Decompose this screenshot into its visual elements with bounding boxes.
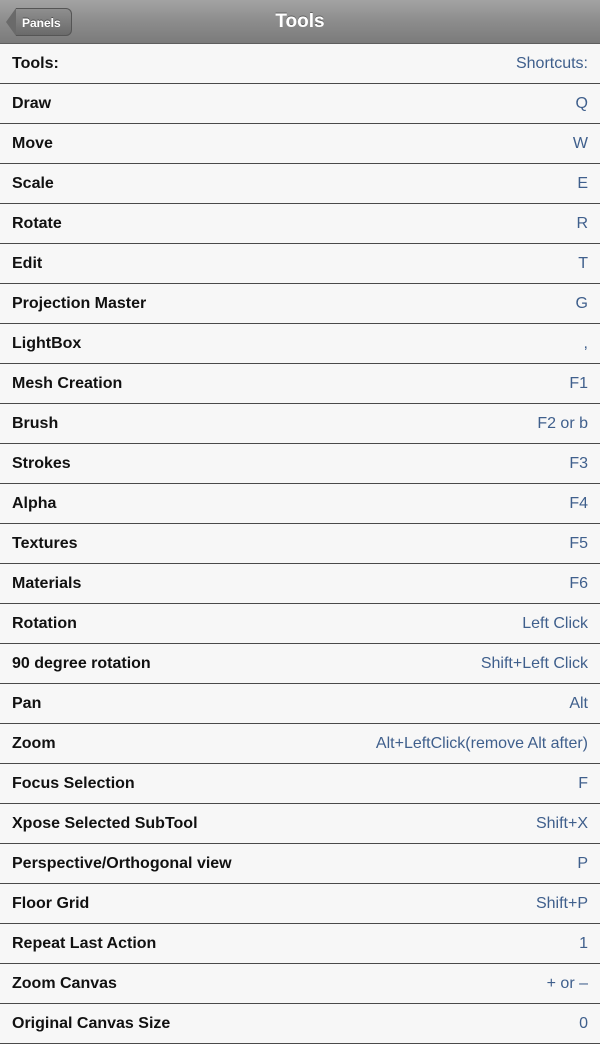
list-item[interactable] xyxy=(0,644,600,684)
tools-column-header: Tools: xyxy=(12,54,59,72)
tool-name: Mesh Creation xyxy=(12,374,123,392)
tool-name: LightBox xyxy=(12,334,82,352)
list-item[interactable] xyxy=(0,444,600,484)
tool-shortcut: Left Click xyxy=(522,614,588,632)
list-item[interactable] xyxy=(0,724,600,764)
tool-shortcut: R xyxy=(576,214,588,232)
tool-name: Focus Selection xyxy=(12,774,135,792)
tool-shortcut: F xyxy=(578,774,588,792)
list-item[interactable] xyxy=(0,124,600,164)
tool-shortcut: P xyxy=(577,854,588,872)
tool-name: Zoom Canvas xyxy=(12,974,117,992)
tool-name: Draw xyxy=(12,94,52,112)
tool-shortcut: F2 or b xyxy=(537,414,588,432)
tool-name: Original Canvas Size xyxy=(12,1014,171,1032)
list-item[interactable] xyxy=(0,564,600,604)
list-item[interactable] xyxy=(0,484,600,524)
shortcuts-column-header: Shortcuts: xyxy=(515,54,588,72)
tool-name: Strokes xyxy=(12,454,71,472)
list-item[interactable] xyxy=(0,404,600,444)
tool-name: Move xyxy=(12,134,53,152)
tool-name: Brush xyxy=(12,414,59,432)
list-item[interactable] xyxy=(0,844,600,884)
back-button-label: Panels xyxy=(16,8,72,36)
list-item[interactable] xyxy=(0,204,600,244)
tool-name: Perspective/Orthogonal view xyxy=(12,854,232,872)
list-item[interactable] xyxy=(0,684,600,724)
tool-shortcut: F4 xyxy=(569,494,588,512)
list-item[interactable] xyxy=(0,364,600,404)
tool-name: Projection Master xyxy=(12,294,147,312)
list-item[interactable] xyxy=(0,964,600,1004)
list-item[interactable] xyxy=(0,84,600,124)
tool-shortcut: + or – xyxy=(546,974,588,992)
tool-shortcut: T xyxy=(578,254,588,272)
list-item[interactable] xyxy=(0,804,600,844)
tool-shortcut: F6 xyxy=(569,574,588,592)
tool-shortcut: F3 xyxy=(569,454,588,472)
shortcut-list xyxy=(0,44,600,1044)
list-item[interactable] xyxy=(0,1004,600,1044)
list-item[interactable] xyxy=(0,884,600,924)
tool-name: Materials xyxy=(12,574,82,592)
list-item[interactable] xyxy=(0,164,600,204)
tool-shortcut: G xyxy=(575,294,588,312)
tool-shortcut: Alt+LeftClick(remove Alt after) xyxy=(375,734,588,752)
list-item[interactable] xyxy=(0,604,600,644)
list-header-row xyxy=(0,44,600,84)
tool-shortcut: Alt xyxy=(569,694,588,712)
tool-name: Zoom xyxy=(12,734,56,752)
tool-shortcut: 1 xyxy=(579,934,588,952)
tool-shortcut: Shift+P xyxy=(535,894,588,912)
tool-name: Scale xyxy=(12,174,54,192)
tool-name: 90 degree rotation xyxy=(12,654,151,672)
list-item[interactable] xyxy=(0,284,600,324)
list-item[interactable] xyxy=(0,764,600,804)
tool-shortcut: Q xyxy=(575,94,588,112)
tool-name: Rotation xyxy=(12,614,77,632)
tool-name: Rotate xyxy=(12,214,62,232)
tool-shortcut: E xyxy=(577,174,588,192)
tool-shortcut: F1 xyxy=(569,374,588,392)
tool-shortcut: Shift+Left Click xyxy=(480,654,588,672)
list-item[interactable] xyxy=(0,924,600,964)
tool-shortcut: Shift+X xyxy=(535,814,588,832)
navigation-bar xyxy=(0,0,600,44)
list-rows xyxy=(0,84,600,1044)
tool-name: Pan xyxy=(12,694,42,712)
tool-name: Repeat Last Action xyxy=(12,934,157,952)
tool-shortcut: , xyxy=(583,334,588,352)
tool-name: Floor Grid xyxy=(12,894,90,912)
list-item[interactable] xyxy=(0,324,600,364)
tool-shortcut: 0 xyxy=(579,1014,588,1032)
list-item[interactable] xyxy=(0,244,600,284)
page-title: Tools xyxy=(275,11,325,32)
tool-name: Alpha xyxy=(12,494,57,512)
list-item[interactable] xyxy=(0,524,600,564)
tool-shortcut: F5 xyxy=(569,534,588,552)
tool-shortcut: W xyxy=(572,134,588,152)
tool-name: Edit xyxy=(12,254,43,272)
tool-name: Textures xyxy=(12,534,78,552)
tool-name: Xpose Selected SubTool xyxy=(12,814,198,832)
